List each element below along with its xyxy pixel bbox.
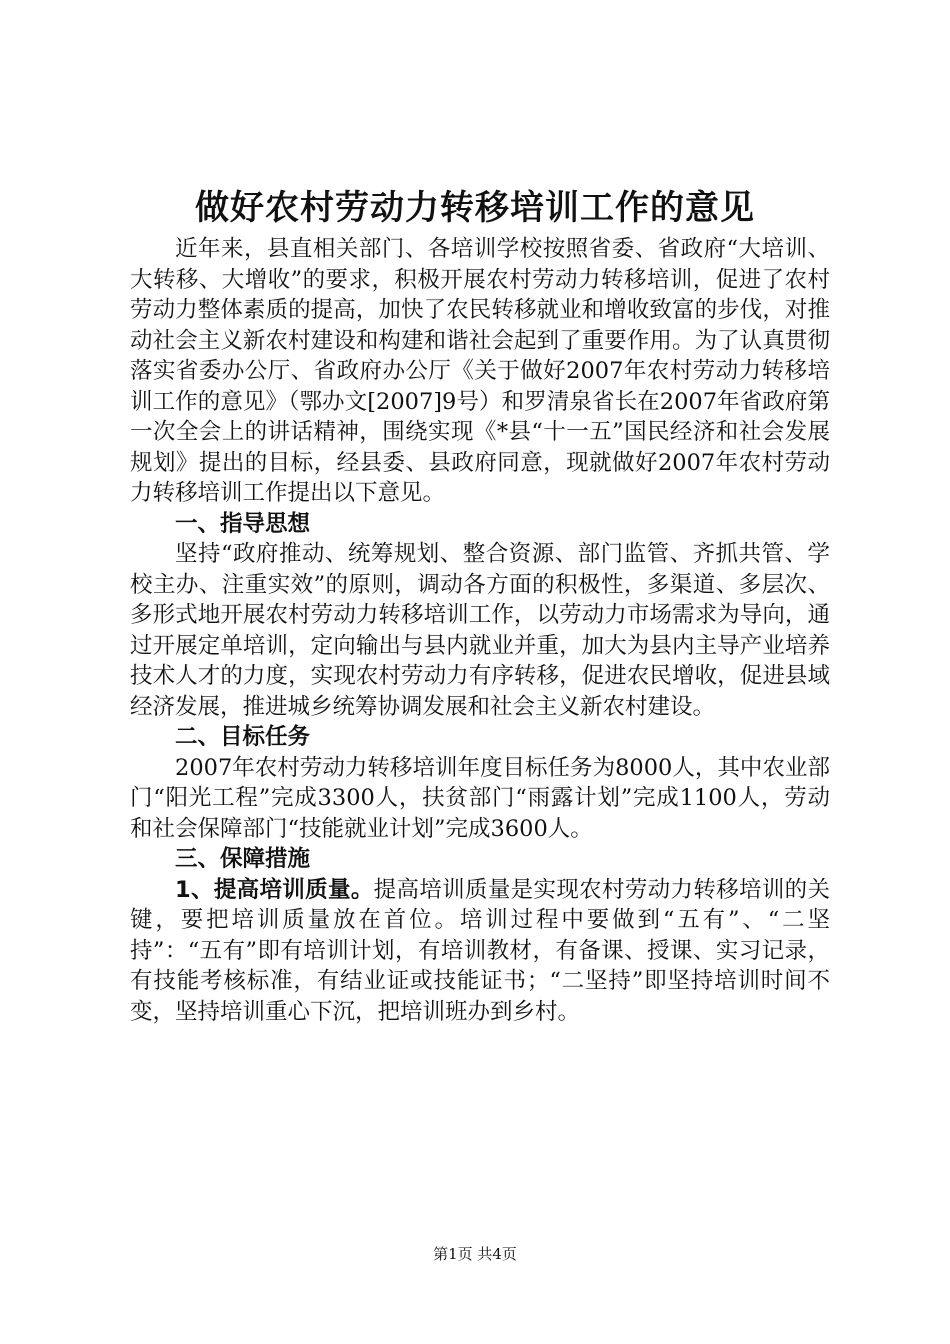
measure-item-1-text: 提高培训质量是实现农村劳动力转移培训的关键，要把培训质量放在首位。培训过程中要做到“五有”、“二坚持”：“五有”即有培训计划，有培训教材，有备课、授课、实习记录，有技能考核标准，有结业证或技能证书；“二坚持”即坚持培训时间不变，坚持培训重心下沉，把培训班办到乡村。: [130, 876, 830, 1025]
page-footer: 第1页 共4页: [433, 1245, 517, 1263]
document-body: [130, 234, 830, 1027]
intro-paragraph: 近年来，县直相关部门、各培训学校按照省委、省政府“大培训、大转移、大增收”的要求，积极开展农村劳动力转移培训，促进了农村劳动力整体素质的提高，加快了农民转移就业和增收致富的步伐，对推动社会主义新农村建设和构建和谐社会起到了重要作用。为了认真贯彻落实省委办公厅、省政府办公厅《关于做好2007年农村劳动力转移培训工作的意见》（鄂办文[2007]9号）和罗清泉省长在2007年省政府第一次全会上的讲话精神，围绕实现《*县“十一五”国民经济和社会发展规划》提出的目标，经县委、县政府同意，现就做好2007年农村劳动力转移培训工作提出以下意见。: [130, 236, 830, 506]
measure-item-1-lead: 1、提高培训质量。: [175, 876, 374, 903]
section-heading-measures: 三、保障措施: [175, 846, 311, 872]
document-title: 做好农村劳动力转移培训工作的意见: [195, 188, 755, 228]
section-paragraph-guiding-thought: 坚持“政府推动、统筹规划、整合资源、部门监管、齐抓共管、学校主办、注重实效”的原则，调动各方面的积极性，多渠道、多层次、多形式地开展农村劳动力转移培训工作，以劳动力市场需求为导向，通过开展定单培训，定向输出与县内就业并重，加大为县内主导产业培养技术人才的力度，实现农村劳动力有序转移，促进农民增收，促进县域经济发展，推进城乡统筹协调发展和社会主义新农村建设。: [130, 541, 830, 720]
measure-item-1: [130, 875, 830, 1028]
section-heading-guiding-thought: 一、指导思想: [175, 510, 311, 537]
section-heading-targets: 二、目标任务: [175, 724, 311, 750]
section-paragraph-targets: 2007年农村劳动力转移培训年度目标任务为8000人，其中农业部门“阳光工程”完成3300人，扶贫部门“雨露计划”完成1100人，劳动和社会保障部门“技能就业计划”完成3600人。: [130, 754, 830, 842]
